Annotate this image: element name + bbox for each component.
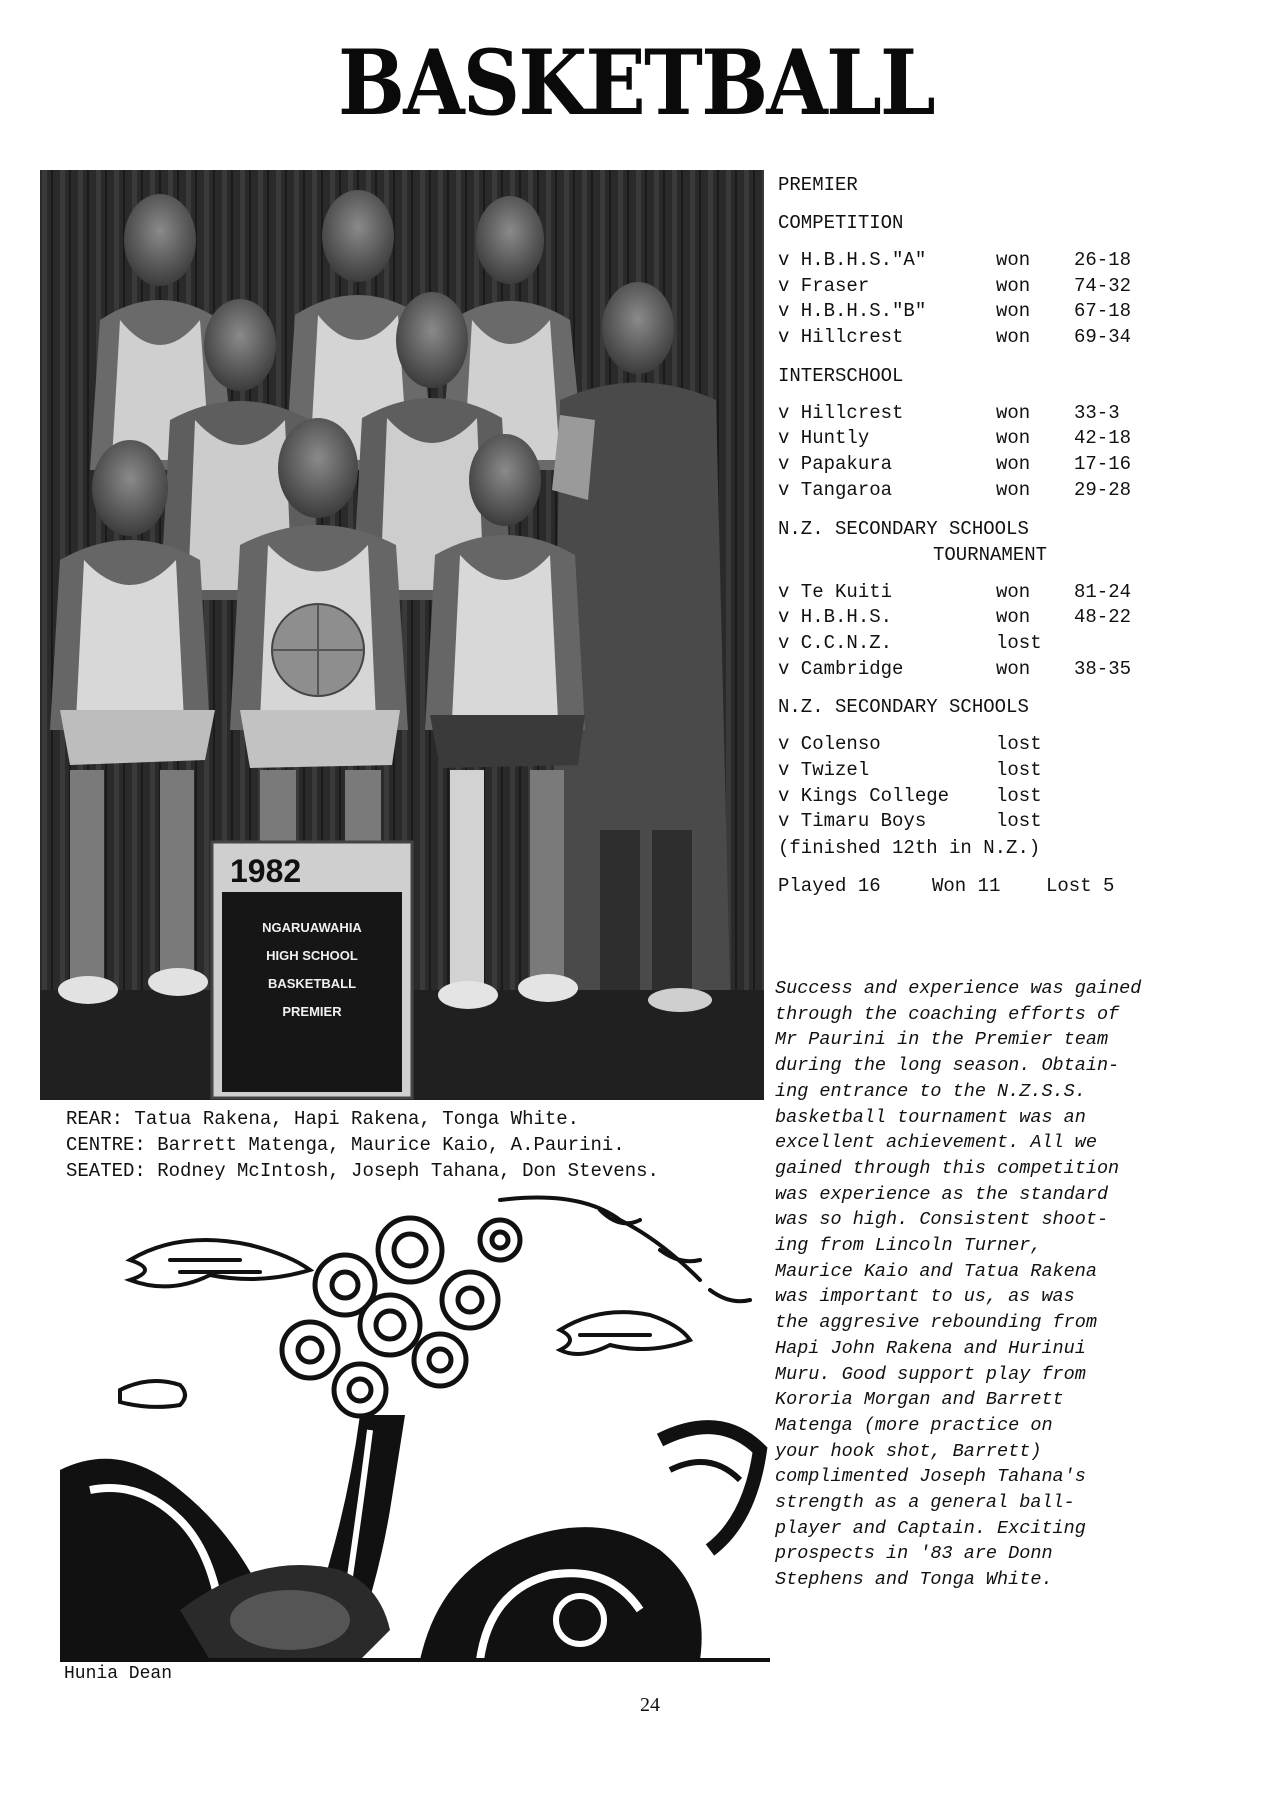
result: lost [996,758,1042,781]
report-line: through the coaching efforts of [775,1003,1120,1025]
sign-line: HIGH SCHOOL [266,948,358,963]
result: won [996,657,1031,680]
page-number: 24 [640,1694,660,1716]
played-total: Played 16 [778,875,881,897]
score [1074,809,1194,835]
report-line: was so high. Consistent shoot- [775,1209,1109,1231]
report-line: was experience as the standard [775,1183,1109,1205]
section-heading: INTERSCHOOL [778,364,904,387]
score: 67-18 [1074,300,1132,323]
opponent: v Kings College [778,784,950,807]
opponent: v Te Kuiti [778,580,893,603]
game-row [778,809,1248,835]
opponent: v Huntly [778,427,870,450]
game-row [778,784,1248,810]
report-line: was important to us, as was [775,1286,1075,1308]
opponent: v Colenso [778,733,881,756]
result: lost [996,733,1042,756]
caption-line: CENTRE: Barrett Matenga, Maurice Kaio, A.Paurini. [66,1134,625,1156]
game-row [778,401,1248,427]
game-row [778,426,1248,452]
game-row [778,452,1248,478]
sign-line: PREMIER [282,1004,342,1019]
result: lost [996,810,1042,833]
opponent: v Papakura [778,453,893,476]
report-line: player and Captain. Exciting [775,1517,1086,1539]
score: 42-18 [1074,427,1132,450]
game-row [778,657,1248,683]
report-line: ing entrance to the N.Z.S.S. [775,1080,1086,1102]
result: won [996,300,1031,323]
opponent: v Cambridge [778,657,904,680]
report-line: prospects in '83 are Donn [775,1543,1053,1565]
lost-total: Lost 5 [1046,875,1115,897]
opponent: v H.B.H.S."B" [778,300,927,323]
report-line: Muru. Good support play from [775,1363,1086,1385]
report-line: Kororia Morgan and Barrett [775,1389,1064,1411]
score: 29-28 [1074,478,1132,501]
score: 81-24 [1074,580,1132,603]
tree-wave-illustration [60,1190,770,1680]
report-line: Success and experience was gained [775,978,1142,999]
game-row [778,758,1248,784]
score [1074,732,1194,758]
report-line: Hapi John Rakena and Hurinui [775,1337,1086,1359]
report-line: basketball tournament was an [775,1106,1086,1128]
team-sign [212,842,412,1098]
opponent: v Twizel [778,758,870,781]
team-photo [40,170,764,1100]
caption-line: REAR: Tatua Rakena, Hapi Rakena, Tonga White. [66,1108,580,1130]
won-total: Won 11 [932,875,1001,897]
season-report [775,976,1215,1593]
score: 26-18 [1074,249,1132,271]
artist-credit: Hunia Dean [64,1664,173,1684]
opponent: v H.B.H.S."A" [778,249,927,271]
report-line: strength as a general ball- [775,1492,1075,1514]
report-line: Maurice Kaio and Tatua Rakena [775,1260,1097,1282]
results-list [778,172,1248,899]
opponent: v Hillcrest [778,326,904,349]
game-row [778,605,1248,631]
game-row [778,580,1248,606]
team-photo-art [40,170,764,1100]
game-row [778,274,1248,300]
score: 48-22 [1074,606,1132,629]
result: lost [996,631,1042,654]
result: won [996,606,1031,629]
report-line: during the long season. Obtain- [775,1055,1120,1077]
season-totals [778,873,1248,899]
report-line: your hook shot, Barrett) [775,1440,1042,1462]
opponent: v C.C.N.Z. [778,631,893,654]
score [1074,784,1194,810]
result: won [996,274,1031,297]
page-title: BASKETBALL [338,30,934,136]
result: lost [996,784,1042,807]
result: won [996,478,1031,501]
result: won [996,249,1031,271]
result: won [996,580,1031,603]
report-line: the aggresive rebounding from [775,1312,1097,1334]
game-row [778,478,1248,504]
section-heading: COMPETITION [778,212,904,234]
result: won [996,453,1031,476]
section-heading: N.Z. SECONDARY SCHOOLS [778,517,1029,540]
score [1074,758,1194,784]
game-row [778,248,1248,274]
opponent: v Hillcrest [778,401,904,424]
result: won [996,401,1031,424]
opponent: v Fraser [778,274,870,297]
report-line: gained through this competition [775,1157,1120,1179]
score: 74-32 [1074,274,1132,297]
photo-caption [66,1106,766,1184]
report-line: ing from Lincoln Turner, [775,1235,1042,1257]
season-note: (finished 12th in N.Z.) [778,837,1041,859]
section-heading: N.Z. SECONDARY SCHOOLS [778,696,1029,719]
report-line: complimented Joseph Tahana's [775,1466,1086,1488]
tree-wave-art [60,1190,770,1680]
report-line: Mr Paurini in the Premier team [775,1029,1109,1051]
game-row [778,299,1248,325]
opponent: v H.B.H.S. [778,606,893,629]
score: 33-3 [1074,401,1120,424]
score: 69-34 [1074,326,1132,349]
game-row [778,732,1248,758]
caption-line: SEATED: Rodney McIntosh, Joseph Tahana, Don Stevens. [66,1160,659,1182]
sign-line: BASKETBALL [267,976,357,991]
report-line: Stephens and Tonga White. [775,1569,1053,1591]
score: 38-35 [1074,657,1132,680]
opponent: v Timaru Boys [778,810,927,833]
game-row [778,631,1248,657]
opponent: v Tangaroa [778,478,893,501]
sign-line: NGARUAWAHIA [262,920,362,935]
score [1074,631,1194,657]
sign-year: 1982 [230,853,302,889]
section-subheading: TOURNAMENT [933,543,1048,566]
report-line: excellent achievement. All we [775,1132,1097,1154]
report-line: Matenga (more practice on [775,1414,1053,1436]
score: 17-16 [1074,453,1132,476]
result: won [996,427,1031,450]
result: won [996,326,1031,349]
game-row [778,325,1248,351]
section-heading: PREMIER [778,174,858,196]
